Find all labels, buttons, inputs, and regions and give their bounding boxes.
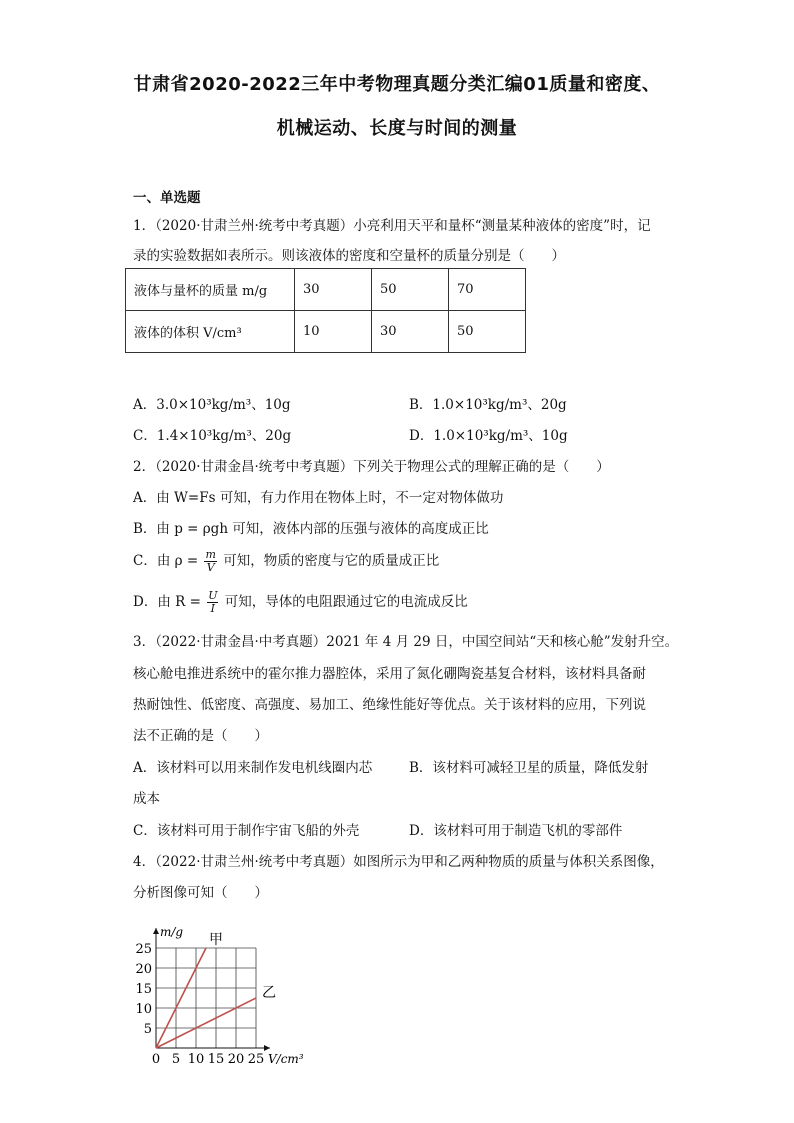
- series-line: [156, 948, 206, 1048]
- q4-stem-line1: 4．（2022·甘肃兰州·统考中考真题）如图所示为甲和乙两种物质的质量与体积关系图像，: [133, 854, 664, 870]
- resistance-fraction: [207, 590, 218, 615]
- q2-stem: 2．（2020·甘肃金昌·统考中考真题）下列关于物理公式的理解正确的是（ ）: [133, 459, 610, 475]
- q2-option-c-prefix: C．由 ρ =: [133, 553, 199, 569]
- x-tick-label: 5: [171, 1052, 181, 1067]
- fraction-numerator: m: [205, 548, 216, 561]
- x-tick-label: 0: [151, 1052, 161, 1067]
- q3-option-a[interactable]: A．该材料可以用来制作发电机线圈内芯: [133, 760, 373, 776]
- q1-option-b[interactable]: B．1.0×10³kg/m³、20g: [409, 397, 567, 413]
- q1-stem-line2: 录的实验数据如表所示。则该液体的密度和空量杯的质量分别是（ ）: [133, 248, 565, 264]
- q4-stem-line2: 分析图像可知（ ）: [133, 885, 268, 901]
- q3-option-d[interactable]: D．该材料可用于制造飞机的零部件: [409, 823, 623, 839]
- q1-option-a[interactable]: A．3.0×10³kg/m³、10g: [133, 397, 291, 413]
- q3-stem-line4: 法不正确的是（ ）: [133, 728, 268, 744]
- table-row: [126, 269, 526, 311]
- q2-option-d[interactable]: [133, 590, 468, 615]
- y-axis-arrow-icon: [153, 928, 159, 934]
- y-tick-label: 25: [135, 942, 152, 957]
- q2-option-b[interactable]: B．由 p = ρgh 可知，液体内部的压强与液体的高度成正比: [133, 521, 489, 537]
- table-cell: 30: [295, 269, 372, 311]
- table-cell: 50: [449, 311, 526, 353]
- table-cell: 液体的体积 V/cm³: [126, 311, 295, 353]
- q3-stem-line1: 3．（2022·甘肃金昌·中考真题）2021 年 4 月 29 日，中国空间站“天和核心舱”发射升空。: [133, 634, 679, 650]
- q2-option-c[interactable]: [133, 549, 439, 574]
- y-tick-label: 20: [135, 962, 152, 977]
- q3-stem-line2: 核心舱电推进系统中的霍尔推力器腔体，采用了氮化硼陶瓷基复合材料，该材料具备耐: [133, 666, 646, 682]
- q3-stem-line3: 热耐蚀性、低密度、高强度、易加工、绝缘性能好等优点。关于该材料的应用，下列说: [133, 697, 646, 713]
- q1-option-d[interactable]: D．1.0×10³kg/m³、10g: [409, 428, 568, 444]
- q3-option-b-continued: 成本: [133, 791, 160, 807]
- table-cell: 30: [372, 311, 449, 353]
- q2-option-d-text: 可知，导体的电阻跟通过它的电流成反比: [224, 594, 468, 610]
- series-label: 甲: [209, 932, 223, 948]
- q1-data-table: [125, 268, 526, 353]
- series-line: [156, 998, 256, 1048]
- x-tick-label: 25: [247, 1052, 265, 1067]
- y-tick-label: 10: [135, 1002, 152, 1017]
- x-tick-label: 10: [187, 1052, 205, 1067]
- y-tick-label: 5: [143, 1022, 152, 1037]
- table-cell: 10: [295, 311, 372, 353]
- mass-volume-chart: [120, 905, 320, 1070]
- q1-stem-line1: 1．（2020·甘肃兰州·统考中考真题）小亮利用天平和量杯“测量某种液体的密度”时，记: [133, 218, 651, 234]
- q2-option-c-text: 可知，物质的密度与它的质量成正比: [223, 553, 440, 569]
- q2-option-a[interactable]: A．由 W=Fs 可知，有力作用在物体上时，不一定对物体做功: [133, 490, 504, 506]
- table-cell: 液体与量杯的质量 m/g: [126, 269, 295, 311]
- y-tick-label: 15: [135, 982, 152, 997]
- document-title-line1: 甘肃省2020-2022三年中考物理真题分类汇编01质量和密度、: [133, 74, 661, 95]
- x-axis-arrow-icon: [264, 1045, 270, 1051]
- series-label: 乙: [262, 985, 276, 1001]
- y-axis-label: m/g: [160, 925, 184, 939]
- x-tick-label: 15: [207, 1052, 225, 1067]
- q3-option-c[interactable]: C．该材料可用于制作宇宙飞船的外壳: [133, 823, 360, 839]
- document-title-line2: 机械运动、长度与时间的测量: [276, 118, 518, 139]
- table-cell: 50: [372, 269, 449, 311]
- q1-option-c[interactable]: C．1.4×10³kg/m³、20g: [133, 428, 292, 444]
- table-row: [126, 311, 526, 353]
- q3-option-b[interactable]: B．该材料可减轻卫星的质量，降低发射: [409, 760, 649, 776]
- x-axis-label: V/cm³: [268, 1052, 304, 1066]
- section-heading: 一、单选题: [133, 190, 201, 206]
- fraction-numerator: U: [208, 589, 218, 602]
- x-tick-label: 20: [227, 1052, 245, 1067]
- density-fraction: [204, 549, 216, 574]
- fraction-denominator: V: [206, 561, 215, 574]
- q2-option-d-prefix: D．由 R =: [133, 594, 201, 610]
- table-cell: 70: [449, 269, 526, 311]
- fraction-denominator: I: [210, 602, 215, 615]
